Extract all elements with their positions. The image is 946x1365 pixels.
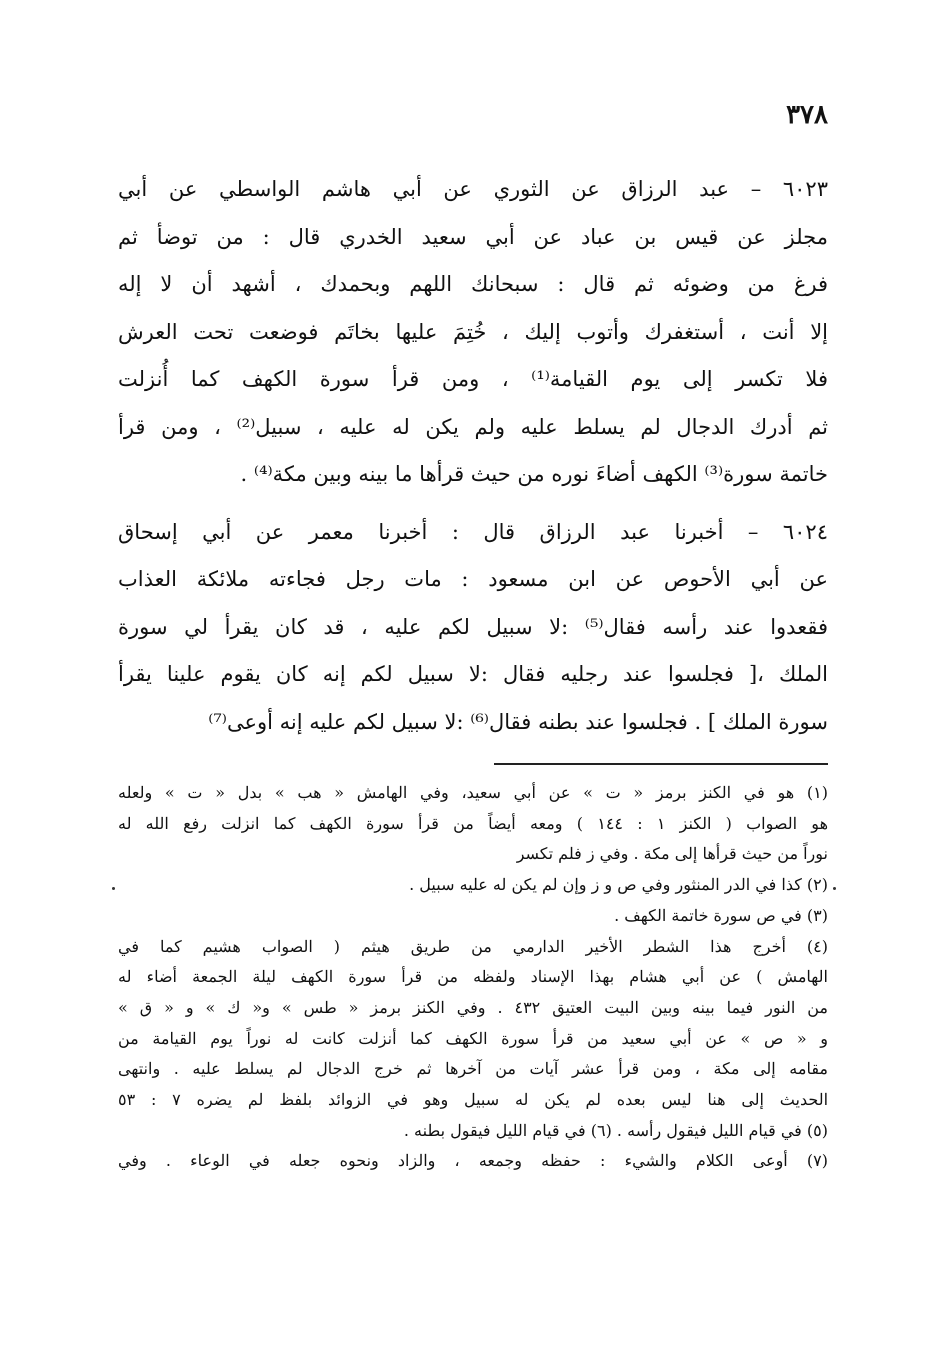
text-line: الملك ،[ فجلسوا عند رجليه فقال :لا سبيل لكم إنه كان يقوم علينا يقرأ: [118, 662, 828, 686]
scan-speck: [833, 887, 836, 890]
footnotes: [118, 778, 828, 1177]
footnote-line: (٤) أخرج هذا الشطر الأخير الدارمي من طريق هيثم ( الصواب هشيم كما في: [118, 936, 828, 956]
text-line: ثم أدرك الدجال لم يسلط عليه ولم يكن له عليه ، سبيل⁽²⁾ ، ومن قرأ: [118, 414, 828, 439]
footnote-line: (٣) في ص سورة خاتمة الكهف .: [614, 905, 828, 925]
scan-speck: [112, 887, 115, 890]
footnote-line: (٥) في قيام الليل فيقول رأسه . (٦) في قيام الليل فيقول بطنه .: [403, 1120, 828, 1140]
page-number: ٣٧٨: [786, 100, 828, 130]
footnote-line: نوراً من حيث قرأها إلى مكة . وفي ز فلم تكسر: [516, 844, 828, 864]
text-line: سورة الملك ] . فجلسوا عند بطنه فقال⁽⁶⁾ :لا سبيل لكم عليه إنه أوعى⁽⁷⁾: [208, 709, 828, 734]
footnote-line: (٢) كذا في الدر المنثور وفي ص و ز وإن لم يكن له عليه سبيل .: [409, 875, 828, 895]
text-line: ٦٠٢٤ – أخبرنا عبد الرزاق قال : أخبرنا معمر عن أبي إسحاق: [118, 519, 828, 544]
text-line: فرغ من وضوئه ثم قال : سبحانك اللهم وبحمدك ، أشهد أن لا إله: [118, 272, 828, 296]
footnote-line: هو الصواب ( الكنز ١ : ١٤٤ ) ومعه أيضاً من قرأ سورة الكهف كما انزلت رفع الله له: [118, 813, 828, 833]
footnote-line: و « ص » عن أبي سعيد من قرأ سورة الكهف كما أنزلت كانت له نوراً يوم القيامة من: [118, 1028, 828, 1048]
text-line: مجلز عن قيس بن عباد عن أبي سعيد الخدري قال : من توضأ ثم: [118, 224, 828, 249]
text-line: فلا تكسر إلى يوم القيامة⁽¹⁾ ، ومن قرأ سورة الكهف كما أُنزلت: [118, 367, 828, 391]
footnote-line: (٧) أوعى الكلام والشيء : حفظه وجمعه ، والزاد ونحوه جعله في الوعاء . وفي: [118, 1151, 828, 1171]
text-line: ٦٠٢٣ – عبد الرزاق عن الثوري عن أبي هاشم الواسطي عن أبي: [118, 177, 828, 201]
hadith-6024: [118, 509, 828, 747]
text-line: عن أبي الأحوص عن ابن مسعود : مات رجل فجاءته ملائكة العذاب: [118, 567, 828, 591]
footnote-line: مقامه إلى مكة ، ومن قرأ عشر آيات من آخرها ثم خرج الدجال لم يسلط عليه . وانتهى: [118, 1059, 828, 1079]
text-line: فقعدوا عند رأسه فقال⁽⁵⁾ :لا سبيل لكم عليه ، قد كان يقرأ لي سورة: [118, 614, 828, 639]
text-line: إلا أنت ، أستغفرك وأتوب إليك ، خُتِمَ عليها بخاتَم فوضعت تحت العرش: [118, 319, 828, 344]
footnote-line: من النور فيما بينه وبين البيت العتيق ٤٣٢ . وفي الكنز برمز « طس » و« ك » و « ق »: [118, 997, 828, 1017]
footnote-divider: [494, 763, 828, 765]
footnote-line: الهامش ) عن أبي هشام بهذا الإسناد ولفظه من قرأ سورة الكهف ليلة الجمعة أضاء له: [118, 967, 828, 987]
hadith-6023: [118, 166, 828, 499]
main-text: [118, 166, 828, 756]
footnote-line: (١) هو في الكنز برمز « ت » عن أبي سعيد، وفي الهامش « هب » بدل « ت » ولعله: [118, 783, 828, 802]
text-line: خاتمة سورة⁽³⁾ الكهف أضاءَ نوره من حيث قرأها ما بينه وبين مكة⁽⁴⁾ .: [240, 462, 828, 486]
footnote-line: الحديث إلى هنا ليس بعده لم يكن له سبيل وهو في الزوائد بلفظ لم يضره ٧ : ٥٣: [118, 1090, 828, 1110]
